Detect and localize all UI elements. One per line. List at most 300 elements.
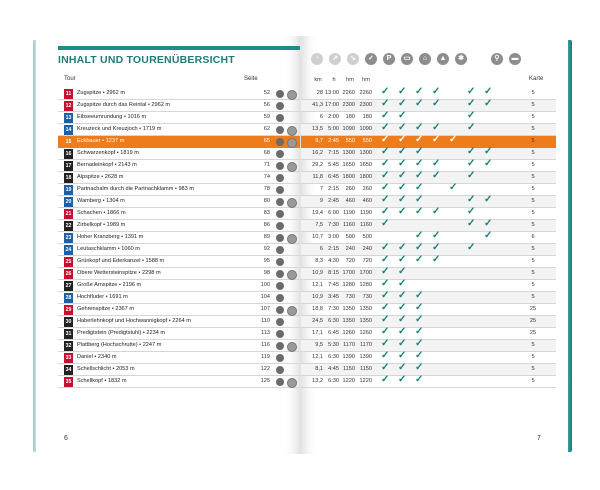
check-icon: ✓ (415, 170, 424, 181)
check-icon: ✓ (467, 170, 476, 181)
value-down: 1220 (359, 378, 372, 384)
check-icon: ✓ (449, 182, 458, 193)
value-down: 1090 (359, 126, 372, 132)
check-icon: ✓ (415, 350, 424, 361)
tour-data-row (301, 184, 556, 196)
check-icon: ✓ (381, 338, 390, 349)
tour-row[interactable] (58, 184, 300, 196)
tour-data-row (301, 220, 556, 232)
value-km: 10,9 (312, 294, 323, 300)
tour-data-row (301, 256, 556, 268)
check-icon: ✓ (398, 374, 407, 385)
check-icon: ✓ (381, 170, 390, 181)
check-icon: ✓ (381, 158, 390, 169)
tour-number-badge: 12 (65, 102, 72, 109)
check-icon: ✓ (484, 194, 493, 205)
map-number: 5 (531, 222, 535, 228)
tour-page: 125 (260, 378, 270, 384)
value-km: 8,3 (315, 258, 323, 264)
family-icon (287, 378, 297, 388)
check-icon: ✓ (381, 86, 390, 97)
tour-row[interactable] (58, 352, 300, 364)
value-h: 2:15 (328, 186, 339, 192)
map-number: 5 (531, 282, 535, 288)
tour-name: Wamberg • 1304 m (77, 198, 125, 204)
value-km: 29,2 (312, 162, 323, 168)
tour-data-row (301, 352, 556, 364)
map-number: 5 (531, 126, 535, 132)
value-km: 18,8 (312, 306, 323, 312)
tour-row[interactable] (58, 316, 300, 328)
tour-data-row (301, 88, 556, 100)
tour-row[interactable] (58, 340, 300, 352)
tour-number-badge: 31 (65, 330, 72, 337)
tour-row[interactable] (58, 208, 300, 220)
check-icon: ✓ (415, 362, 424, 373)
check-icon: ✓ (432, 134, 441, 145)
value-h: 6:30 (328, 318, 339, 324)
tour-row[interactable] (58, 292, 300, 304)
check-icon: ✓ (432, 98, 441, 109)
check-icon: ✓ (398, 194, 407, 205)
tour-row[interactable] (58, 376, 300, 388)
difficulty-icon (276, 330, 284, 338)
tour-data-row (301, 160, 556, 172)
value-down: 1350 (359, 306, 372, 312)
check-icon: ✓ (398, 134, 407, 145)
check-icon: ✓ (415, 374, 424, 385)
tour-page: 59 (263, 114, 270, 120)
tour-name: Schachen • 1866 m (77, 210, 126, 216)
difficulty-icon (276, 186, 284, 194)
check-icon: ✓ (398, 350, 407, 361)
value-h: 5:00 (328, 126, 339, 132)
value-h: 6:30 (328, 378, 339, 384)
check-icon: ✓ (415, 314, 424, 325)
value-h: 2:15 (328, 246, 339, 252)
tour-number-badge: 14 (65, 126, 72, 133)
value-down: 1300 (359, 150, 372, 156)
map-number: 5 (531, 210, 535, 216)
tour-number-badge: 34 (65, 366, 72, 373)
map-number: 5 (531, 258, 535, 264)
difficulty-icon (276, 294, 284, 302)
check-icon: ✓ (467, 242, 476, 253)
family-icon (287, 138, 297, 148)
tour-name: Hoher Kranzberg • 1391 m (77, 234, 144, 240)
value-down: 1700 (359, 270, 372, 276)
value-down: 1260 (359, 330, 372, 336)
check-icon: ✓ (415, 326, 424, 337)
right-page (301, 36, 568, 454)
tour-data-row (301, 196, 556, 208)
tour-number-badge: 20 (65, 198, 72, 205)
tour-name: Alpspitze • 2628 m (77, 174, 124, 180)
tour-number-badge: 35 (65, 378, 72, 385)
difficulty-icon (276, 102, 284, 110)
tour-row[interactable] (58, 160, 300, 172)
tour-number-badge: 24 (65, 246, 72, 253)
check-icon: ✓ (432, 206, 441, 217)
value-down: 1170 (359, 342, 372, 348)
tour-row[interactable] (58, 172, 300, 184)
tour-page: 74 (263, 174, 270, 180)
check-icon: ✓ (398, 338, 407, 349)
value-up: 260 (345, 186, 355, 192)
check-icon: ✓ (398, 242, 407, 253)
value-h: 6:00 (328, 210, 339, 216)
value-up: 720 (345, 258, 355, 264)
tour-list (58, 88, 300, 388)
summit-icon: ▲ (437, 53, 449, 65)
map-number: 5 (531, 138, 535, 144)
difficulty-icon (276, 246, 284, 254)
tour-name: Schwarzenkopf • 1819 m (77, 150, 139, 156)
tour-row[interactable] (58, 280, 300, 292)
value-up: 1800 (342, 174, 355, 180)
tour-name: Zirbelkopf • 1989 m (77, 222, 126, 228)
tour-data-row (301, 376, 556, 388)
ascent-icon: ↗ (329, 53, 341, 65)
map-number: 5 (531, 270, 535, 276)
check-icon: ✓ (381, 290, 390, 301)
unit-label: hm (362, 77, 370, 83)
check-icon: ✓ (381, 350, 390, 361)
tour-page: 92 (263, 246, 270, 252)
map-number: 25 (529, 306, 537, 312)
tour-number-badge: 18 (65, 174, 72, 181)
check-icon: ✓ (381, 194, 390, 205)
descent-icon: ↘ (347, 53, 359, 65)
value-km: 12,1 (312, 354, 323, 360)
difficulty-icon (276, 366, 284, 374)
map-number: 5 (531, 186, 535, 192)
tour-page: 122 (260, 366, 270, 372)
tour-page: 104 (260, 294, 270, 300)
value-h: 8:15 (328, 270, 339, 276)
check-icon: ✓ (415, 182, 424, 193)
tour-number-badge: 33 (65, 354, 72, 361)
tour-page: 116 (261, 342, 270, 348)
difficulty-icon (276, 282, 284, 290)
value-down: 1280 (359, 282, 372, 288)
value-km: 9,7 (315, 138, 323, 144)
check-icon: ✓ (398, 146, 407, 157)
value-h: 2:45 (328, 198, 339, 204)
tour-row[interactable] (58, 100, 300, 112)
tour-data-row (301, 328, 556, 340)
value-h: 6:45 (328, 174, 339, 180)
value-up: 550 (345, 138, 355, 144)
check-icon: ✓ (484, 230, 493, 241)
family-icon (287, 234, 297, 244)
heading-bar (58, 46, 300, 50)
value-km: 10,9 (312, 270, 323, 276)
difficulty-icon (276, 210, 284, 218)
hut-icon: ⌂ (419, 53, 431, 65)
check-icon: ✓ (415, 206, 424, 217)
tour-row[interactable] (58, 196, 300, 208)
bike-icon: ⚲ (491, 53, 503, 65)
page-number-left: 6 (64, 435, 68, 442)
tour-page: 68 (263, 150, 270, 156)
tour-name: Leutaschklamm • 1060 m (77, 246, 140, 252)
compass-icon: ✓ (365, 53, 377, 65)
check-icon: ✓ (484, 98, 493, 109)
check-icon: ✓ (484, 146, 493, 157)
value-up: 180 (345, 114, 355, 120)
tour-page: 52 (263, 90, 270, 96)
value-up: 1700 (342, 270, 355, 276)
check-icon: ✓ (398, 314, 407, 325)
tour-row[interactable] (58, 328, 300, 340)
tour-data-row (301, 340, 556, 352)
check-icon: ✓ (432, 158, 441, 169)
check-icon: ✓ (484, 158, 493, 169)
tour-name: Zugspitze durch das Reintal • 2962 m (77, 102, 171, 108)
value-up: 500 (345, 234, 355, 240)
check-icon: ✓ (398, 122, 407, 133)
difficulty-icon (276, 354, 284, 362)
tour-data-row (301, 208, 556, 220)
check-icon: ✓ (398, 98, 407, 109)
tour-name: Predigtstein (Predigtstuhl) • 2234 m (77, 330, 166, 336)
check-icon: ✓ (415, 230, 424, 241)
check-icon: ✓ (398, 254, 407, 265)
value-km: 9,5 (315, 342, 323, 348)
unit-label: h (332, 77, 336, 83)
check-icon: ✓ (415, 338, 424, 349)
difficulty-icon (276, 114, 284, 122)
tour-page: 98 (263, 270, 270, 276)
unit-label: hm (346, 77, 354, 83)
check-icon: ✓ (381, 314, 390, 325)
check-icon: ✓ (381, 326, 390, 337)
value-km: 6 (319, 114, 323, 120)
family-icon (287, 342, 297, 352)
value-up: 1350 (342, 306, 355, 312)
tour-number-badge: 16 (65, 150, 72, 157)
value-down: 2260 (359, 90, 372, 96)
check-icon: ✓ (398, 302, 407, 313)
value-h: 7:30 (328, 222, 339, 228)
tour-data-table (301, 88, 556, 388)
book-spread (36, 36, 568, 454)
check-icon: ✓ (415, 242, 424, 253)
value-km: 9 (319, 198, 323, 204)
check-icon: ✓ (381, 206, 390, 217)
check-icon: ✓ (398, 158, 407, 169)
tour-page: 83 (263, 210, 270, 216)
tour-name: Große Arnspitze • 2196 m (77, 282, 142, 288)
car-icon: ▬ (509, 53, 521, 65)
tour-name: Schellkopf • 1832 m (77, 378, 127, 384)
column-header-tour: Tour (64, 76, 76, 82)
difficulty-icon (276, 306, 284, 314)
value-up: 1300 (342, 150, 355, 156)
tour-data-row (301, 280, 556, 292)
check-icon: ✓ (467, 98, 476, 109)
left-page (36, 36, 301, 454)
map-number: 5 (531, 246, 535, 252)
check-icon: ✓ (381, 362, 390, 373)
value-km: 19,4 (312, 210, 323, 216)
tour-page: 89 (263, 234, 270, 240)
check-icon: ✓ (415, 290, 424, 301)
check-icon: ✓ (398, 326, 407, 337)
tour-number-badge: 29 (65, 306, 72, 313)
check-icon: ✓ (398, 110, 407, 121)
check-icon: ✓ (381, 374, 390, 385)
tour-number-badge: 27 (65, 282, 72, 289)
check-icon: ✓ (398, 362, 407, 373)
value-down: 260 (362, 186, 372, 192)
value-h: 17:00 (325, 102, 339, 108)
tour-name: Hochfluder • 1691 m (77, 294, 128, 300)
tour-number-badge: 17 (65, 162, 72, 169)
tour-row[interactable] (58, 220, 300, 232)
value-h: 4:45 (328, 366, 339, 372)
unit-label: km (314, 77, 322, 83)
value-up: 1260 (342, 330, 355, 336)
tour-row[interactable] (58, 136, 300, 148)
value-h: 2:00 (328, 114, 339, 120)
value-down: 180 (362, 114, 372, 120)
value-down: 500 (362, 234, 372, 240)
tour-page: 56 (263, 102, 270, 108)
check-icon: ✓ (381, 110, 390, 121)
value-down: 2300 (359, 102, 372, 108)
difficulty-icon (276, 270, 284, 278)
tour-row[interactable] (58, 268, 300, 280)
tour-row[interactable] (58, 124, 300, 136)
tour-name: Plattberg (Hochschrutte) • 2247 m (77, 342, 162, 348)
clock-icon: ◔ (311, 53, 323, 65)
check-icon: ✓ (415, 302, 424, 313)
value-down: 1350 (359, 318, 372, 324)
tour-row[interactable] (58, 112, 300, 124)
tour-data-row (301, 100, 556, 112)
tour-row[interactable] (58, 148, 300, 160)
tour-row[interactable] (58, 364, 300, 376)
tour-row[interactable] (58, 244, 300, 256)
tour-page: 62 (263, 126, 270, 132)
check-icon: ✓ (381, 254, 390, 265)
value-down: 1390 (359, 354, 372, 360)
value-up: 1170 (342, 342, 355, 348)
check-icon: ✓ (467, 86, 476, 97)
value-down: 550 (362, 138, 372, 144)
tour-row[interactable] (58, 88, 300, 100)
check-icon: ✓ (467, 158, 476, 169)
family-icon (287, 306, 297, 316)
map-number: 5 (531, 102, 535, 108)
value-up: 1280 (342, 282, 355, 288)
value-down: 730 (362, 294, 372, 300)
value-up: 1220 (342, 378, 355, 384)
family-icon (287, 162, 297, 172)
tour-number-badge: 21 (65, 210, 72, 217)
value-up: 730 (345, 294, 355, 300)
check-icon: ✓ (415, 194, 424, 205)
family-icon (287, 126, 297, 136)
tour-row[interactable] (58, 256, 300, 268)
check-icon: ✓ (449, 134, 458, 145)
value-h: 2:45 (328, 138, 339, 144)
value-km: 28 (316, 90, 323, 96)
value-km: 13,2 (312, 378, 323, 384)
map-number: 5 (531, 90, 535, 96)
map-number: 25 (529, 330, 537, 336)
value-km: 12,1 (312, 282, 323, 288)
parking-icon: P (383, 53, 395, 65)
tour-data-row (301, 112, 556, 124)
difficulty-icon (276, 162, 284, 170)
check-icon: ✓ (381, 146, 390, 157)
tour-name: Bernadeinkopf • 2143 m (77, 162, 137, 168)
value-h: 5:45 (328, 162, 339, 168)
tour-page: 95 (263, 258, 270, 264)
value-h: 3:45 (328, 294, 339, 300)
check-icon: ✓ (398, 86, 407, 97)
value-h: 13:00 (325, 90, 339, 96)
value-km: 10,7 (312, 234, 323, 240)
tour-data-row (301, 268, 556, 280)
tour-data-row (301, 232, 556, 244)
difficulty-icon (276, 198, 284, 206)
tour-number-badge: 26 (65, 270, 72, 277)
tour-page: 113 (261, 330, 270, 336)
map-number: 5 (531, 114, 535, 120)
family-icon (287, 270, 297, 280)
value-down: 240 (362, 246, 372, 252)
tour-row[interactable] (58, 304, 300, 316)
value-up: 240 (345, 246, 355, 252)
tour-page: 65 (263, 138, 270, 144)
difficulty-icon (276, 318, 284, 326)
tour-number-badge: 28 (65, 294, 72, 301)
check-icon: ✓ (467, 194, 476, 205)
tour-data-row (301, 136, 556, 148)
tour-name: Kreuzeck und Kreuzjoch • 1719 m (77, 126, 162, 132)
tour-number-badge: 11 (65, 90, 72, 97)
check-icon: ✓ (381, 266, 390, 277)
value-km: 24,5 (312, 318, 323, 324)
value-up: 2260 (342, 90, 355, 96)
tour-number-badge: 15 (65, 138, 72, 145)
check-icon: ✓ (381, 218, 390, 229)
tour-row[interactable] (58, 232, 300, 244)
value-up: 1650 (342, 162, 355, 168)
check-icon: ✓ (432, 170, 441, 181)
page-number-right: 7 (537, 435, 541, 442)
value-down: 1650 (359, 162, 372, 168)
map-number: 5 (531, 354, 535, 360)
tour-name: Grünkopf und Ederkanzel • 1588 m (77, 258, 165, 264)
check-icon: ✓ (432, 242, 441, 253)
difficulty-icon (276, 150, 284, 158)
value-down: 1190 (359, 210, 372, 216)
tour-name: Gehrenspitze • 2367 m (77, 306, 134, 312)
tour-data-row (301, 148, 556, 160)
map-number: 5 (531, 294, 535, 300)
tour-number-badge: 22 (65, 222, 72, 229)
check-icon: ✓ (415, 158, 424, 169)
tour-data-row (301, 244, 556, 256)
check-icon: ✓ (484, 218, 493, 229)
check-icon: ✓ (432, 86, 441, 97)
check-icon: ✓ (415, 122, 424, 133)
